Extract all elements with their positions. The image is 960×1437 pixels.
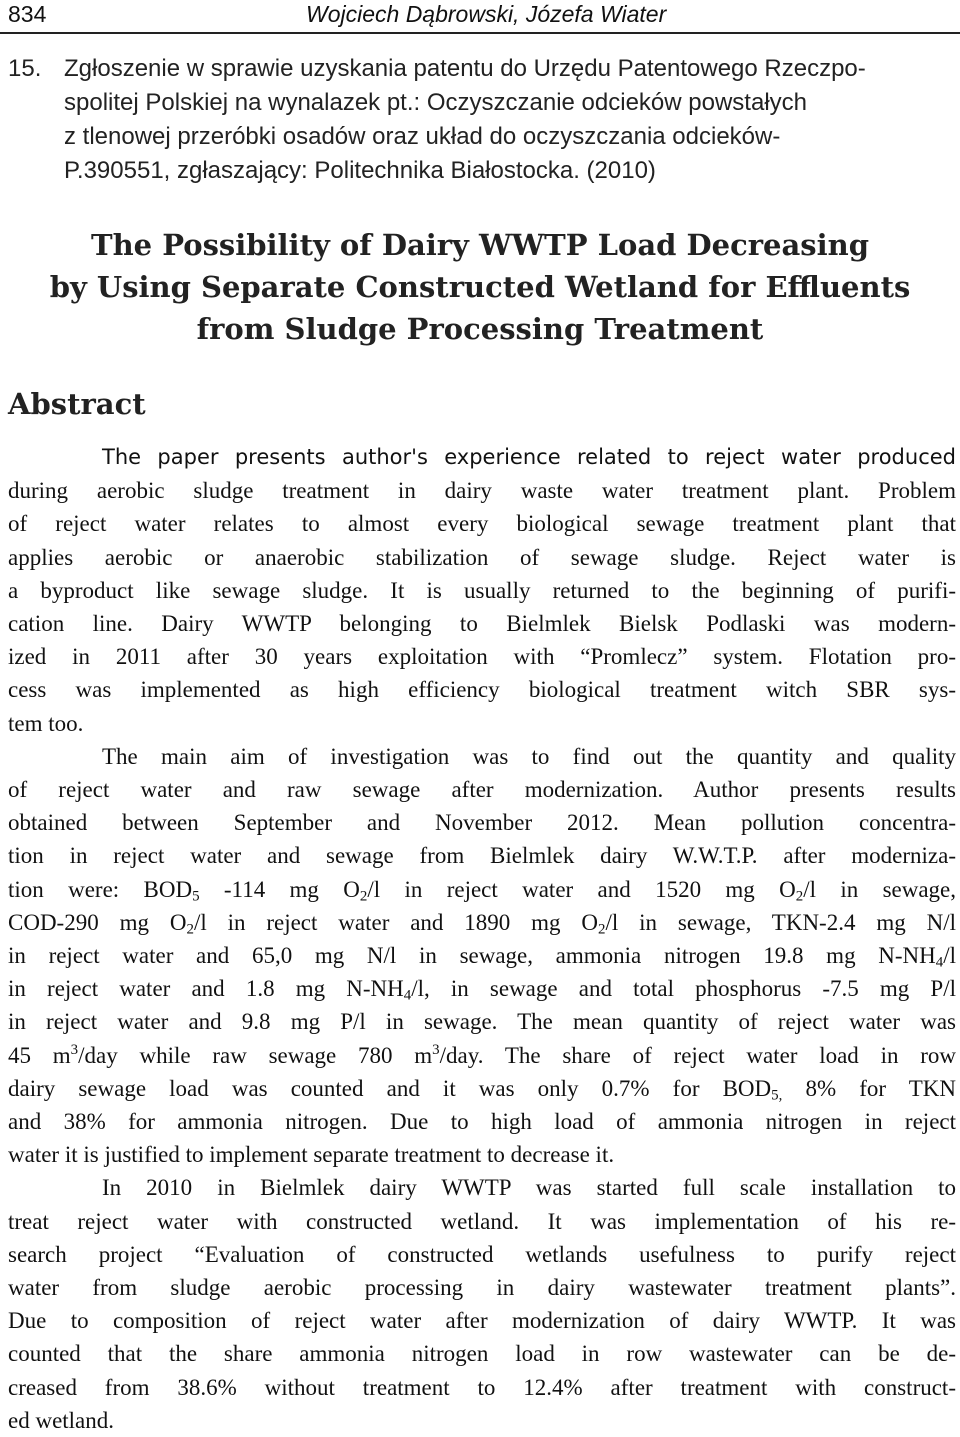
- abstract-line: COD-290 mg $O_2/l$ in reject water and 1890 mg $O_2/l$ in sewage, TKN-2.4 mg N/l: [8, 909, 956, 938]
- abstract-line: cation line. Dairy WWTP belonging to Bielmlek Bielsk Podlaski was modern-: [8, 611, 956, 637]
- abstract-line: creased from 38.6% without treatment to 12.4% after treatment with construct-: [8, 1374, 956, 1400]
- abstract-line: tion were: $BOD_5$ -114 mg $O_2/l$ in reject water and 1520 mg $O_2/l$ in sewage,: [8, 876, 956, 905]
- title-line: by Using Separate Constructed Wetland for Effluents: [49, 270, 911, 304]
- abstract-line: ed wetland.: [8, 1407, 115, 1433]
- abstract-heading: Abstract: [8, 387, 146, 421]
- abstract-body: [8, 441, 956, 1437]
- abstract-line: The main aim of investigation was to find out the quantity and quality: [102, 743, 956, 769]
- abstract-line: water it is justified to implement separate treatment to decrease it.: [8, 1142, 615, 1168]
- abstract-line: In 2010 in Bielmlek dairy WWTP was started full scale installation to: [102, 1175, 956, 1201]
- abstract-line: during aerobic sludge treatment in dairy waste water treatment plant. Problem: [8, 478, 956, 504]
- page-number: 834: [8, 1, 47, 27]
- title-line: from Sludge Processing Treatment: [196, 312, 764, 346]
- abstract-line: applies aerobic or anaerobic stabilization of sewage sludge. Reject water is: [8, 544, 956, 570]
- abstract-line: obtained between September and November 2012. Mean pollution concentra-: [8, 810, 956, 836]
- abstract-line: water from sludge aerobic processing in dairy wastewater treatment plants”.: [8, 1275, 956, 1301]
- abstract-line: cess was implemented as high efficiency biological treatment witch SBR sys-: [8, 677, 956, 703]
- reference-line: spolitej Polskiej na wynalazek pt.: Oczyszczanie odcieków powstałych: [64, 89, 808, 116]
- abstract-line: Due to composition of reject water after modernization of dairy WWTP. It was: [8, 1308, 956, 1334]
- abstract-line: treat reject water with constructed wetland. It was implementation of his re-: [8, 1208, 956, 1234]
- abstract-line: search project “Evaluation of constructed wetlands usefulness to purify reject: [8, 1241, 956, 1267]
- abstract-line: counted that the share ammonia nitrogen load in row wastewater can be de-: [8, 1341, 956, 1367]
- reference-line: Zgłoszenie w sprawie uzyskania patentu do Urzędu Patentowego Rzeczpo-: [64, 55, 866, 82]
- abstract-line: of reject water and raw sewage after modernization. Author presents results: [8, 777, 956, 803]
- abstract-line: ized in 2011 after 30 years exploitation with “Promlecz” system. Flotation pro-: [8, 644, 956, 670]
- abstract-line: of reject water relates to almost every biological sewage treatment plant that: [8, 511, 956, 537]
- reference-number: 15.: [8, 55, 42, 82]
- running-header: [0, 0, 960, 34]
- reference-line: P.390551, zgłaszający: Politechnika Białostocka. (2010): [64, 157, 656, 184]
- abstract-line: in reject water and 1.8 mg $N-NH_4/l$, in sewage and total phosphorus -7.5 mg P/l: [8, 976, 956, 1004]
- paper-title: [0, 224, 960, 350]
- reference-line: z tlenowej przeróbki osadów oraz układ do oczyszczania odcieków-: [64, 123, 781, 150]
- reference-entry: [8, 52, 958, 188]
- abstract-line: 45 $m^3$/day while raw sewage 780 $m^3$/day. The share of reject water load in row: [8, 1041, 956, 1068]
- abstract-line: a byproduct like sewage sludge. It is usually returned to the beginning of purifi-: [8, 577, 956, 603]
- abstract-line: The paper presents author's experience related to reject water produced: [102, 445, 956, 469]
- title-line: The Possibility of Dairy WWTP Load Decreasing: [90, 228, 869, 262]
- running-authors: Wojciech Dąbrowski, Józefa Wiater: [306, 1, 667, 27]
- abstract-line: in reject water and 65,0 mg N/l in sewage, ammonia nitrogen 19.8 mg $N-NH_4/l$: [8, 943, 956, 971]
- abstract-line: tion in reject water and sewage from Bielmlek dairy W.W.T.P. after moderniza-: [8, 843, 956, 869]
- abstract-line: tem too.: [8, 710, 84, 736]
- abstract-line: and 38% for ammonia nitrogen. Due to high load of ammonia nitrogen in reject: [8, 1109, 956, 1135]
- abstract-line: dairy sewage load was counted and it was only 0.7% for $BOD_{5,}$ 8% for TKN: [8, 1075, 956, 1104]
- abstract-line: in reject water and 9.8 mg P/l in sewage. The mean quantity of reject water was: [8, 1009, 956, 1035]
